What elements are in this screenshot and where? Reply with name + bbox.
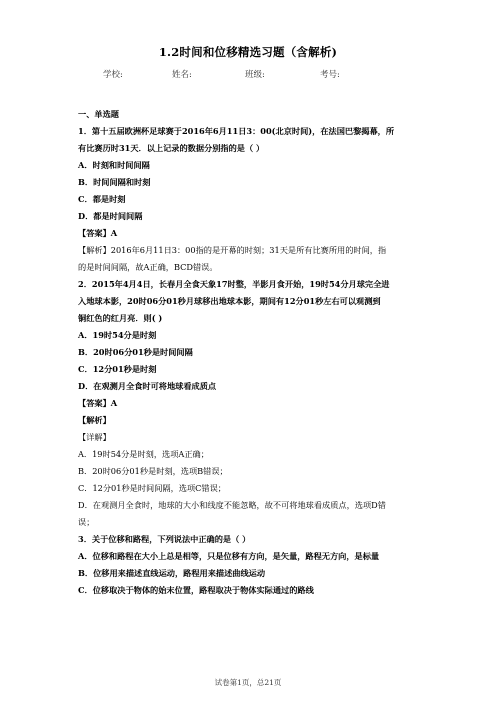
- document-body: [78, 106, 420, 599]
- text-line: 误；: [78, 517, 95, 527]
- text-line: A．位移和路程在大小上总是相等，只是位移有方向，是矢量，路程无方向，是标量: [78, 551, 380, 561]
- section-heading: 一、单选题: [78, 109, 119, 119]
- text-line: 【详解】: [78, 432, 111, 442]
- text-line: 1．第十五届欧洲杯足球赛于2016年6月11日3：00(北京时间)，在法国巴黎揭幕，所: [78, 126, 395, 136]
- text-line: 【答案】A: [78, 398, 118, 408]
- text-line: 【答案】A: [78, 228, 118, 238]
- school-label: 学校:: [103, 70, 123, 80]
- text-line: A．19时54分是时刻，选项A正确；: [78, 449, 209, 459]
- text-line: C．12分01秒是时间间隔，选项C错误；: [78, 483, 226, 493]
- text-line: D．都是时间间隔: [78, 211, 143, 221]
- text-line: 有比赛历时31天．以上记录的数据分别指的是（ ）: [78, 143, 265, 153]
- text-line: B．位移用来描述直线运动，路程用来描述曲线运动: [78, 568, 266, 578]
- text-line: A．19时54分是时刻: [78, 330, 157, 340]
- document-title: 1.2时间和位移精选习题（含解析): [158, 45, 338, 59]
- text-line: D．在观测月全食时可将地球看成质点: [78, 381, 217, 391]
- text-line: C．都是时刻: [78, 194, 126, 204]
- number-label: 考号:: [320, 70, 340, 80]
- class-label: 班级:: [245, 70, 265, 80]
- text-line: 3．关于位移和路程，下列说法中正确的是（ ）: [78, 534, 251, 544]
- question-text: [78, 123, 420, 599]
- name-label: 姓名:: [172, 70, 192, 80]
- text-line: B．时间间隔和时刻: [78, 177, 151, 187]
- text-line: 2．2015年4月4日，长春月全食天象17时整，半影月食开始，19时54分月球完全进: [78, 279, 390, 289]
- text-line: A．时刻和时间间隔: [78, 160, 150, 170]
- text-line: 的是时间间隔，故A正确，BCD错误。: [78, 262, 218, 272]
- text-line: 【解析】: [78, 415, 111, 425]
- text-line: B．20时06分01秒是时间间隔: [78, 347, 193, 357]
- text-line: C．12分01秒是时刻: [78, 364, 157, 374]
- text-line: 【解析】2016年6月11日3：00指的是开幕的时刻；31天是所有比赛所用的时间，指: [78, 245, 387, 255]
- text-line: B．20时06分01秒是时刻，选项B错误；: [78, 466, 228, 476]
- text-line: C．位移取决于物体的始末位置，路程取决于物体实际通过的路线: [78, 585, 314, 595]
- text-line: D．在观测月全食时，地球的大小和线度不能忽略，故不可将地球看成质点，选项D错: [78, 500, 386, 510]
- text-line: 铜红色的红月亮．则( ): [78, 313, 163, 323]
- text-line: 入地球本影，20时06分01秒月球移出地球本影，期间有12分01秒左右可以观测到: [78, 296, 381, 306]
- page-footer: 试卷第1页，总21页: [214, 678, 282, 687]
